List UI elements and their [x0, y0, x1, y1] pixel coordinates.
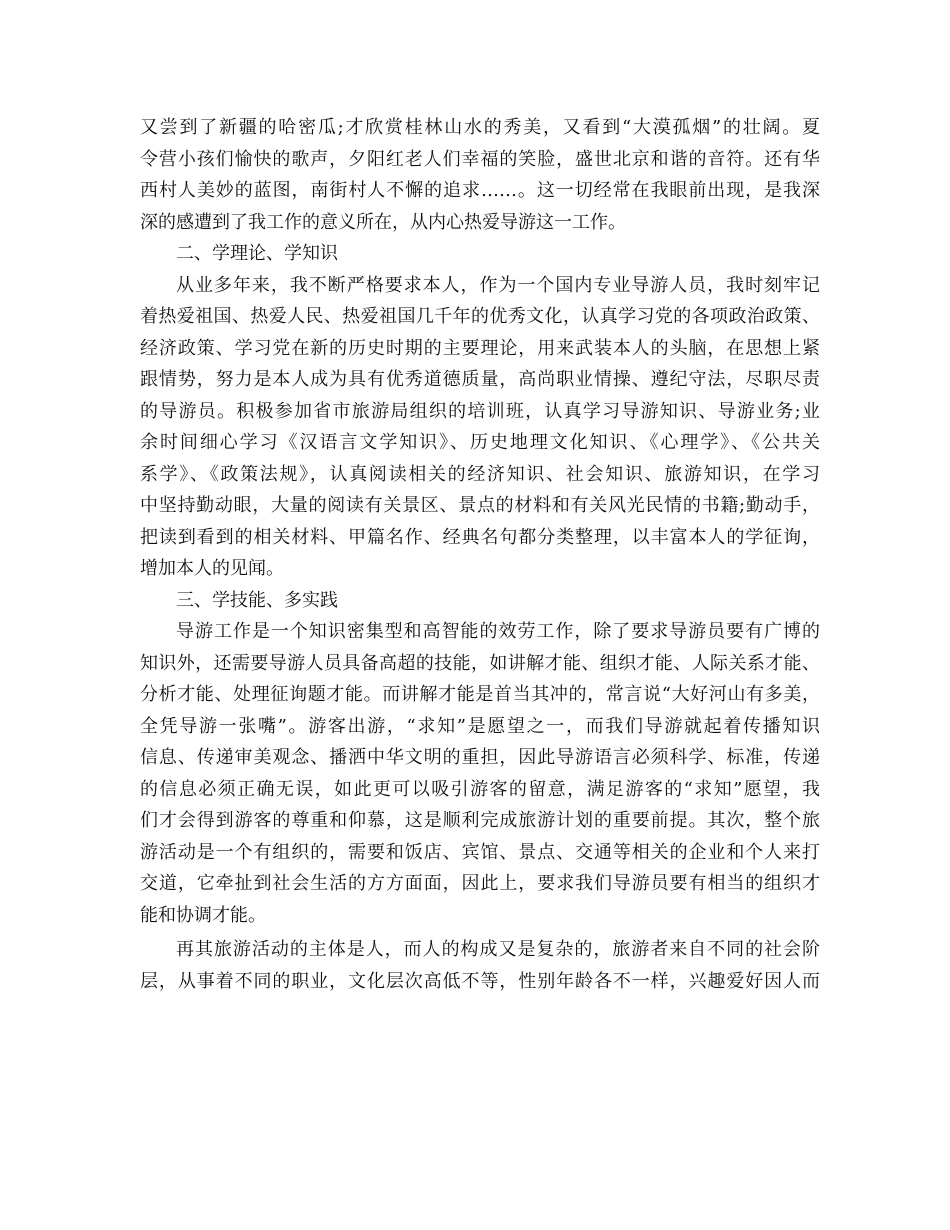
text-line: 再其旅游活动的主体是人，而人的构成又是复杂的，旅游者来自不同的社会阶 — [176, 939, 820, 960]
section-heading: 二、学理论、学知识 — [176, 243, 338, 264]
text-line: 知识外，还需要导游人员具备高超的技能，如讲解才能、组织才能、人际关系才能、 — [140, 652, 820, 674]
text-line: 能和协调才能。 — [140, 904, 266, 926]
text-line: 们才会得到游客的尊重和仰慕，这是顺利完成旅游计划的重要前提。其次，整个旅 — [140, 810, 820, 831]
text-line: 经济政策、学习党在新的历史时期的主要理论，用来武装本人的头脑，在思想上紧 — [140, 337, 820, 359]
text-line: 增加本人的见闻。 — [140, 558, 284, 579]
text-line: 的信息必须正确无误，如此更可以吸引游客的留意，满足游客的“求知”愿望，我 — [140, 778, 820, 800]
text-line: 令营小孩们愉快的歌声，夕阳红老人们幸福的笑脸，盛世北京和谐的音符。还有华 — [140, 148, 820, 170]
text-line: 中坚持勤动眼，大量的阅读有关景区、景点的材料和有关风光民情的书籍;勤动手， — [140, 495, 820, 516]
text-line: 信息、传递审美观念、播洒中华文明的重担，因此导游语言必须科学、标准，传递 — [140, 747, 820, 768]
text-line: 游活动是一个有组织的，需要和饭店、宾馆、景点、交通等相关的企业和个人来打 — [140, 841, 820, 863]
text-line: 全凭导游一张嘴”。游客出游，“求知”是愿望之一，而我们导游就起着传播知识 — [140, 715, 820, 737]
text-line: 把读到看到的相关材料、甲篇名作、经典名句都分类整理，以丰富本人的学征询， — [140, 526, 820, 548]
text-line: 深的感遭到了我工作的意义所在，从内心热爱导游这一工作。 — [140, 211, 626, 233]
text-line: 层，从事着不同的职业，文化层次高低不等，性别年龄各不一样，兴趣爱好因人而 — [140, 970, 820, 992]
text-line: 的导游员。积极参加省市旅游局组织的培训班，认真学习导游知识、导游业务;业 — [140, 400, 820, 422]
text-line: 又尝到了新疆的哈密瓜;才欣赏桂林山水的秀美，又看到“大漠孤烟”的壮阔。夏 — [140, 117, 820, 138]
text-line: 交道，它牵扯到社会生活的方方面面，因此上，要求我们导游员要有相当的组织才 — [140, 873, 820, 894]
text-line: 系学》、《政策法规》，认真阅读相关的经济知识、社会知识、旅游知识，在学习 — [140, 463, 820, 485]
text-line: 余时间细心学习《汉语言文学知识》、历史地理文化知识、《心理学》、《公共关 — [140, 432, 820, 453]
document-body — [140, 112, 820, 997]
text-line: 导游工作是一个知识密集型和高智能的效劳工作，除了要求导游员要有广博的 — [176, 621, 820, 642]
text-line: 从业多年来，我不断严格要求本人，作为一个国内专业导游人员，我时刻牢记 — [176, 274, 820, 296]
text-line: 着热爱祖国、热爱人民、热爱祖国几千年的优秀文化，认真学习党的各项政治政策、 — [140, 306, 820, 327]
text-line: 西村人美妙的蓝图，南街村人不懈的追求……。这一切经常在我眼前出现，是我深 — [140, 180, 820, 201]
section-heading: 三、学技能、多实践 — [176, 589, 338, 611]
text-line: 跟情势，努力是本人成为具有优秀道德质量，高尚职业情操、遵纪守法，尽职尽责 — [140, 369, 820, 390]
text-line: 分析才能、处理征询题才能。而讲解才能是首当其冲的，常言说“大好河山有多美， — [140, 684, 820, 705]
